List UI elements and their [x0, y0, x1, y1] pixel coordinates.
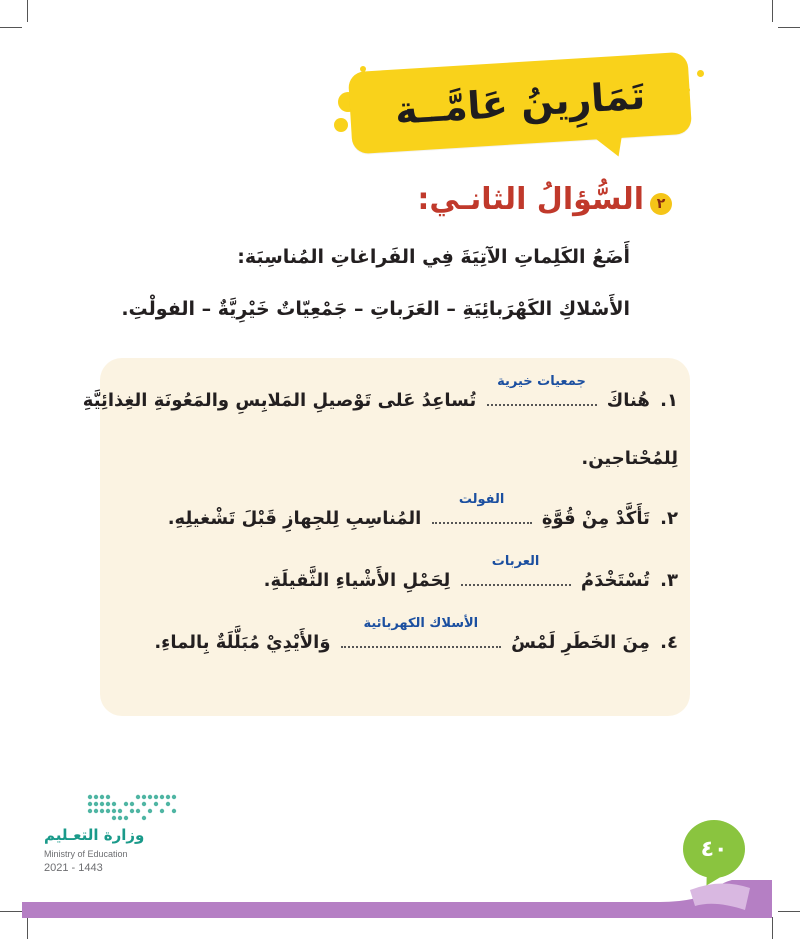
decor-dot [697, 70, 704, 77]
crop-mark [778, 27, 800, 28]
fill-blank[interactable] [461, 554, 571, 586]
exercise-panel [100, 358, 690, 716]
footer-band [0, 880, 800, 939]
question-title: السُّؤالُ الثانـي: [417, 182, 644, 217]
ministry-logo-icon [86, 793, 178, 823]
item-text-line2: لِلمُحْتاجين. [581, 448, 678, 469]
answer-text: الأسلاك الكهربائية [363, 616, 479, 631]
answer-text: جمعيات خيرية [497, 374, 586, 389]
fill-blank[interactable] [487, 374, 597, 406]
item-text-after: لِحَمْلِ الأَشْياءِ الثَّقيلَةِ. [263, 570, 451, 591]
item-text-after: المُناسِبِ لِلجِهازِ قَبْلَ تَشْغيلِهِ. [167, 508, 422, 529]
ministry-name-english: Ministry of Education [44, 849, 128, 859]
fill-blank[interactable] [432, 492, 532, 524]
decor-dot [334, 118, 348, 132]
question-number-badge: ٢ [650, 193, 672, 215]
item-text-before: مِنَ الخَطَرِ لَمْسُ [511, 632, 650, 653]
fill-blank[interactable] [341, 616, 501, 648]
item-text-before: تُسْتَخْدَمُ [580, 570, 650, 591]
answer-text: العربات [491, 554, 540, 569]
ministry-name-arabic: وزارة التعـليم [44, 826, 145, 844]
item-text-before: هُناكَ [606, 390, 650, 411]
instruction-text: أَضَعُ الكَلِماتِ الآتِيَةَ فِي الفَراغاتِ المُناسِبَة: [237, 246, 630, 268]
item-number: ٢. [660, 508, 678, 529]
edition-year: 2021 - 1443 [44, 862, 103, 874]
crop-mark [0, 27, 22, 28]
exercise-item-2 [167, 492, 678, 529]
item-text-before: تَأَكَّدْ مِنْ قُوَّةِ [541, 508, 650, 529]
exercise-item-1 [82, 374, 678, 411]
exercise-item-1-continuation [581, 448, 678, 469]
crop-mark [772, 0, 773, 22]
page-number: ٤٠ [683, 820, 745, 878]
item-number: ٤. [660, 632, 678, 653]
item-number: ٣. [660, 570, 678, 591]
item-number: ١. [660, 390, 678, 411]
answer-text: الفولت [458, 492, 505, 507]
item-text-after: وَالأَيْدِيْ مُبَلَّلَةٌ بِالماءِ. [154, 632, 331, 653]
item-text-after: تُساعِدُ عَلى تَوْصيلِ المَلابِسِ والمَعُونَةِ الغِذائِيَّةِ [82, 390, 477, 411]
page-title: تَمَارِينُ عَامَّــة [393, 73, 647, 133]
word-bank: الأَسْلاكِ الكَهْرَبائِيَةِ – العَرَباتِ – جَمْعِيّاتٌ خَيْرِيَّةٌ – الفولْتِ. [121, 298, 630, 320]
exercise-item-4 [154, 616, 678, 653]
crop-mark [27, 0, 28, 22]
exercise-item-3 [263, 554, 678, 591]
